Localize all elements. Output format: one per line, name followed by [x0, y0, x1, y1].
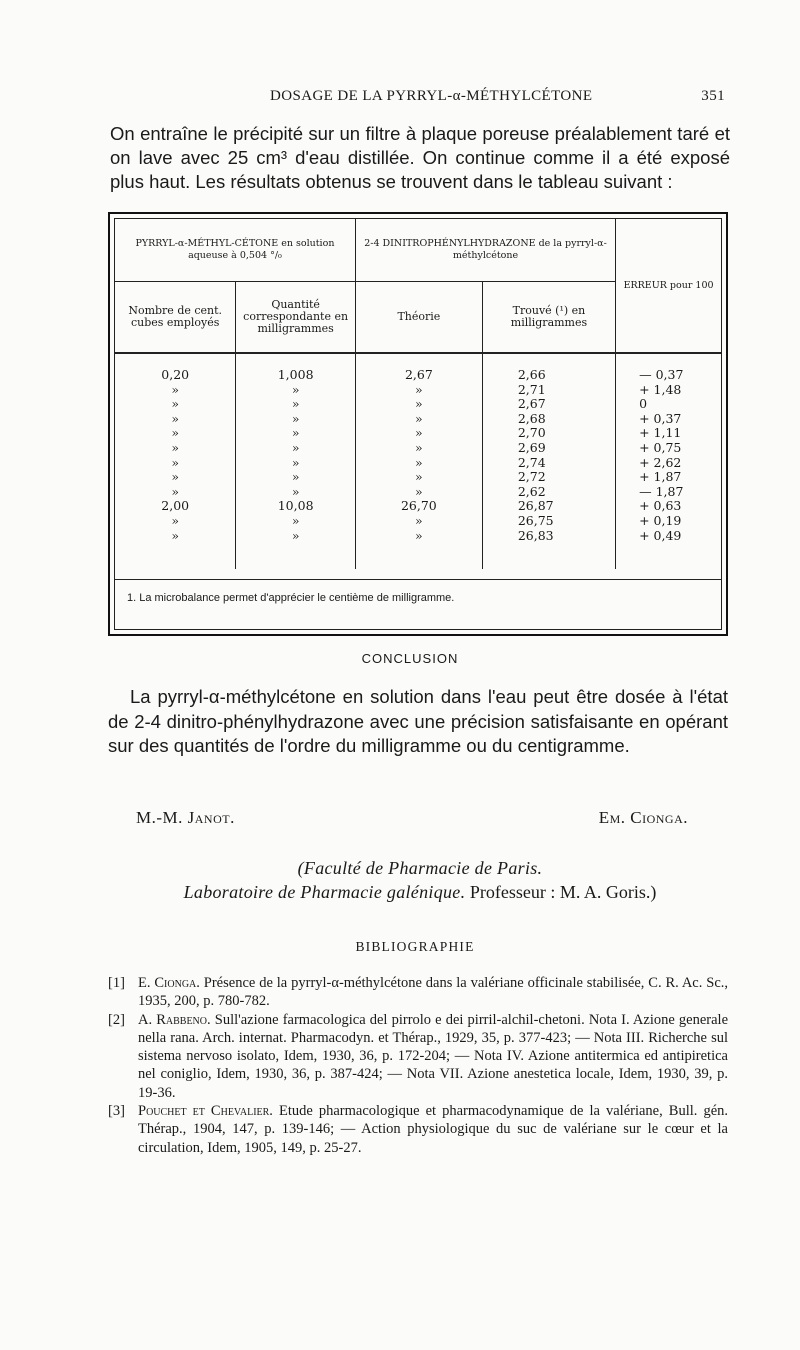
- header-pyrryl-solution: PYRRYL-α-MÉTHYL-CÉTONE en solution aqueuse à 0,504 °/₀: [115, 219, 355, 282]
- table-cell: 10,08: [277, 498, 314, 514]
- table-cell: + 1,87: [639, 469, 682, 485]
- table-cell: »: [171, 483, 180, 499]
- table-cell: »: [291, 454, 300, 470]
- entry-number: [2]: [108, 1011, 125, 1028]
- table-cell: »: [171, 527, 180, 543]
- table-cell: — 1,87: [639, 483, 684, 499]
- table-cell: »: [415, 483, 423, 499]
- column-erreur: [616, 353, 721, 569]
- running-title: DOSAGE DE LA PYRRYL-α-MÉTHYLCÉTONE: [270, 88, 593, 104]
- conclusion-heading: CONCLUSION: [361, 651, 459, 666]
- table-cell: 26,83: [517, 527, 554, 543]
- table-cell: »: [415, 469, 423, 485]
- affiliation-professor: Professeur : M. A. Goris.): [469, 882, 657, 902]
- entry-author: E. Cionga.: [138, 975, 200, 991]
- table-cell: »: [291, 425, 300, 441]
- author-cionga: Em. Cionga.: [598, 808, 688, 827]
- table-cell: 2,70: [517, 425, 546, 441]
- table-cell: »: [291, 396, 300, 412]
- entry-text: Présence de la pyrryl-α-méthylcétone dans la valériane officinale stabilisée, C. R. Ac. Sc., 1935, 200, p. 780-782.: [138, 975, 729, 1010]
- table-cell: »: [291, 512, 300, 528]
- table-cell: + 1,11: [639, 425, 682, 441]
- table-cell: »: [415, 454, 423, 470]
- table-cell: 2,62: [517, 483, 546, 499]
- bibliography-list: [108, 974, 728, 1157]
- table-cell: »: [291, 410, 300, 426]
- table-cell: »: [415, 381, 423, 397]
- table-cell: 2,72: [517, 469, 546, 485]
- authors: [136, 808, 688, 828]
- table-cell: + 0,49: [639, 527, 682, 543]
- table-cell: »: [291, 483, 300, 499]
- table-cell: 2,00: [161, 498, 190, 514]
- table-cell: »: [171, 381, 180, 397]
- header-hydrazone: 2-4 DINITROPHÉNYLHYDRAZONE de la pyrryl-α-méthylcétone: [355, 219, 615, 282]
- column-theorie: [355, 353, 482, 569]
- author-janot: M.-M. Janot.: [136, 808, 235, 827]
- entry-text: Sull'azione farmacologica del pirrolo e dei pirril-alchil-chetoni. Nota I. Azione generale nella rana. Arch. internat. Pharmacodyn. et Thérap., 1929, 35, p. 377-423; — Nota III. Richerche sul sistema nervoso isolato, Idem, 1930, 36, p. 172-204; — Nota IV. Azione antitermica ed antipiretica nel coniglio, Idem, 1930, 36, p. 387-424; — Nota VII. Azione anestetica locale, Idem, 1930, 39, p. 19-36.: [138, 1011, 729, 1101]
- table-cell: »: [291, 469, 300, 485]
- table-cell: 0,20: [161, 367, 190, 382]
- column-nombre: [115, 353, 236, 569]
- entry-number: [3]: [108, 1103, 125, 1120]
- bibliography-entry: [108, 974, 728, 1011]
- bibliography-entry: [108, 1011, 728, 1102]
- table-cell: + 0,19: [639, 512, 682, 528]
- intro-paragraph: On entraîne le précipité sur un filtre à plaque poreuse préalablement taré et on lave avec 25 cm³ d'eau distillée. On continue comme il a été exposé plus haut. Les résultats obtenus se trouvent dans le tableau suivant :: [110, 123, 730, 192]
- table-cell: + 0,37: [639, 410, 682, 426]
- table-cell: »: [171, 454, 180, 470]
- table-cell: »: [171, 410, 180, 426]
- bibliography-entry: [108, 1102, 728, 1157]
- affiliation-faculty: (Faculté de Pharmacie de Paris.: [297, 858, 543, 878]
- table-cell: 2,74: [517, 454, 546, 470]
- table-cell: »: [291, 527, 300, 543]
- entry-author: A. Rabbeno.: [138, 1011, 211, 1028]
- table-cell: 1,008: [277, 367, 314, 382]
- table-cell: »: [415, 410, 423, 426]
- table-cell: + 0,63: [639, 498, 682, 514]
- table-footnote: 1. La microbalance permet d'apprécier le centième de milligramme.: [115, 579, 721, 621]
- page-number: 351: [701, 88, 725, 104]
- header-quantite: Quantité correspondante en milligrammes: [236, 282, 356, 354]
- table-cell: 0: [639, 396, 648, 412]
- table-cell: »: [171, 512, 180, 528]
- results-table: [108, 212, 728, 636]
- table-cell: 2,69: [517, 439, 546, 455]
- entry-number: [1]: [108, 975, 125, 991]
- table-cell: »: [171, 425, 180, 441]
- table-cell: »: [291, 439, 300, 455]
- table-cell: 26,87: [517, 498, 554, 514]
- header-trouve: Trouvé (¹) en milligrammes: [482, 282, 615, 354]
- table-cell: 2,67: [517, 396, 546, 412]
- affiliation-lab: Laboratoire de Pharmacie galénique.: [183, 882, 466, 902]
- table-cell: »: [415, 527, 423, 543]
- table-cell: »: [415, 425, 423, 441]
- table-cell: »: [171, 469, 180, 485]
- table-cell: + 2,62: [639, 454, 682, 470]
- bibliography-heading: BIBLIOGRAPHIE: [355, 939, 475, 954]
- column-trouve: [482, 353, 615, 569]
- conclusion-paragraph: La pyrryl-α-méthylcétone en solution dans l'eau peut être dosée à l'état de 2-4 dinitro-phénylhydrazone avec une précision satisfaisante en opérant sur des quantités de l'ordre du milligramme ou du centigramme.: [108, 686, 728, 756]
- table-cell: 26,70: [400, 498, 437, 514]
- affiliation: [110, 856, 730, 904]
- header-erreur: ERREUR pour 100: [616, 219, 721, 353]
- table-cell: »: [415, 396, 423, 412]
- table-cell: 2,67: [404, 367, 433, 382]
- header-nombre: Nombre de cent. cubes employés: [115, 282, 236, 354]
- table-cell: 2,71: [517, 381, 546, 397]
- header-theorie: Théorie: [355, 282, 482, 354]
- table-cell: 2,66: [517, 367, 546, 382]
- table-cell: »: [415, 512, 423, 528]
- table-cell: + 1,48: [639, 381, 682, 397]
- entry-author: Pouchet et Chevalier.: [138, 1103, 273, 1120]
- column-quantite: [236, 353, 356, 569]
- table-cell: »: [415, 439, 423, 455]
- table-cell: »: [171, 439, 180, 455]
- table-cell: 26,75: [517, 512, 554, 528]
- table-cell: »: [171, 396, 180, 412]
- entry-text: Etude pharmacologique et pharmacodynamique de la valériane, Bull. gén. Thérap., 1904, 147, p. 139-146; — Action physiologique du suc de valériane sur le cœur et la circulation, Idem, 1905, 149, p. 25-27.: [138, 1103, 729, 1156]
- table-cell: »: [291, 381, 300, 397]
- table-cell: + 0,75: [639, 439, 682, 455]
- table-cell: — 0,37: [639, 367, 684, 382]
- table-cell: 2,68: [517, 410, 546, 426]
